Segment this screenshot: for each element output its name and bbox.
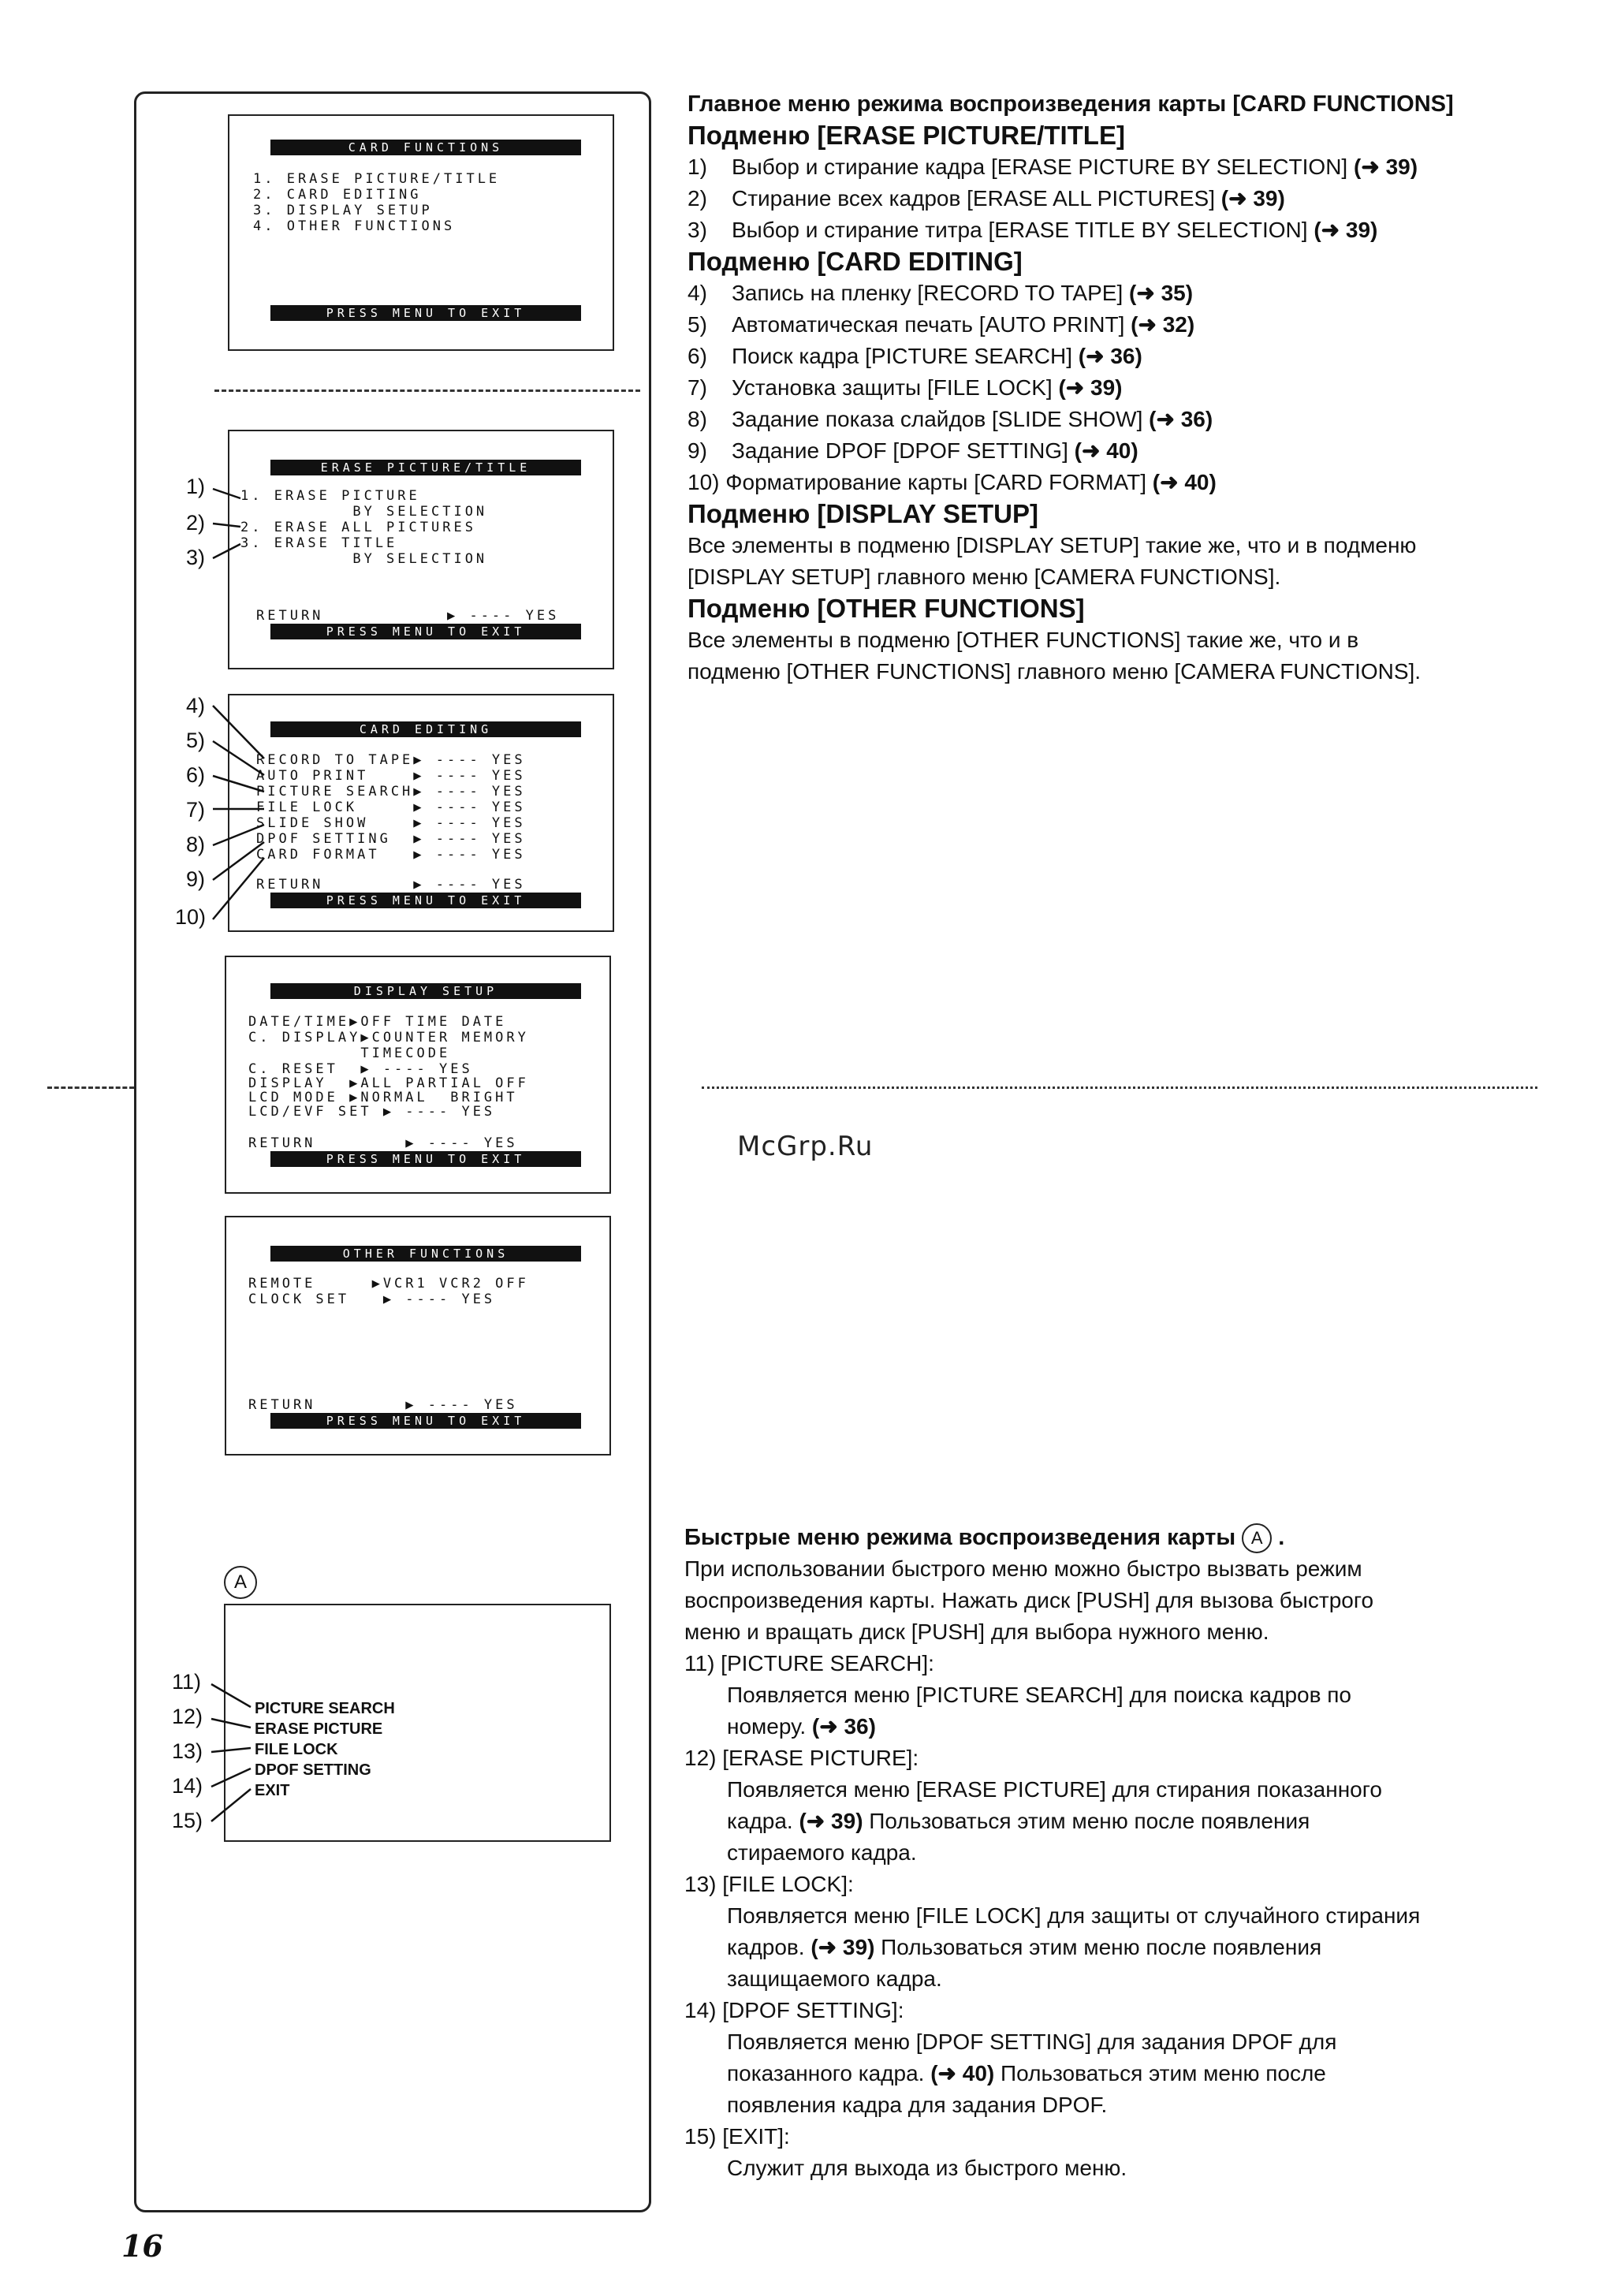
list-item: 7) Установка защиты [FILE LOCK] (➜ 39): [688, 375, 1123, 400]
menu-line: RECORD TO TAPE▶ ---- YES: [256, 752, 526, 768]
quick-menu-item: ERASE PICTURE: [255, 1720, 383, 1738]
callout-label: 1): [186, 475, 206, 498]
quick-item-line: Появляется меню [DPOF SETTING] для задания DPOF для: [727, 2030, 1337, 2055]
page-number: 16: [121, 2228, 163, 2264]
screen-footer: PRESS MENU TO EXIT: [270, 624, 581, 639]
menu-line: FILE LOCK ▶ ---- YES: [256, 800, 526, 815]
paragraph-line: меню и вращать диск [PUSH] для выбора нужного меню.: [684, 1620, 1269, 1645]
callout-label: 8): [186, 833, 206, 856]
menu-line: DISPLAY ▶ALL PARTIAL OFF: [248, 1075, 529, 1091]
list-item: 3) Выбор и стирание титра [ERASE TITLE BY SELECTION] (➜ 39): [688, 218, 1378, 242]
quick-item-title: 12) [ERASE PICTURE]:: [684, 1746, 919, 1771]
list-item: 9) Задание DPOF [DPOF SETTING] (➜ 40): [688, 438, 1138, 463]
quick-item-line: кадров. (➜ 39) Пользоваться этим меню после появления: [727, 1935, 1322, 1960]
paragraph-line: подменю [OTHER FUNCTIONS] главного меню [CAMERA FUNCTIONS].: [688, 659, 1422, 684]
return-line: RETURN ▶ ---- YES: [248, 1135, 518, 1151]
right-column: [688, 88, 1454, 688]
menu-line: AUTO PRINT ▶ ---- YES: [256, 768, 526, 784]
menu-line: 1. ERASE PICTURE/TITLE: [253, 171, 501, 187]
quick-menu-section: [684, 1522, 1420, 2184]
quick-item-line: защищаемого кадра.: [727, 1966, 942, 1992]
quick-menu-item: EXIT: [255, 1782, 290, 1799]
menu-line: 1. ERASE PICTURE: [240, 488, 420, 504]
main-heading: Главное меню режима воспроизведения карты [CARD FUNCTIONS]: [688, 91, 1454, 117]
paragraph-line: При использовании быстрого меню можно быстро вызвать режим: [684, 1556, 1362, 1582]
quick-item-title: 14) [DPOF SETTING]:: [684, 1998, 904, 2023]
watermark: McGrp.Ru: [737, 1131, 874, 1162]
submenu-heading: Подменю [DISPLAY SETUP]: [688, 499, 1039, 528]
menu-line: CARD FORMAT ▶ ---- YES: [256, 847, 526, 863]
callout-label: 10): [175, 905, 207, 929]
submenu-heading: Подменю [CARD EDITING]: [688, 247, 1023, 276]
callout-label: 12): [172, 1705, 203, 1728]
paragraph-line: воспроизведения карты. Нажать диск [PUSH] для вызова быстрого: [684, 1588, 1374, 1613]
paragraph-line: [DISPLAY SETUP] главного меню [CAMERA FUNCTIONS].: [688, 565, 1281, 589]
menu-line: 2. CARD EDITING: [253, 187, 422, 203]
screen-footer: PRESS MENU TO EXIT: [270, 1151, 581, 1167]
screen-footer: PRESS MENU TO EXIT: [270, 1413, 581, 1429]
menu-line: C. RESET ▶ ---- YES: [248, 1061, 473, 1077]
quick-item-title: 15) [EXIT]:: [684, 2124, 790, 2149]
list-item: 1) Выбор и стирание кадра [ERASE PICTURE BY SELECTION] (➜ 39): [688, 155, 1418, 179]
menu-line: DATE/TIME▶OFF TIME DATE: [248, 1014, 507, 1030]
marker-a-label: A: [233, 1571, 247, 1593]
callout-label: 7): [186, 798, 206, 822]
quick-item-line: Появляется меню [ERASE PICTURE] для стирания показанного: [727, 1777, 1382, 1802]
quick-heading: Быстрые меню режима воспроизведения карты A .: [684, 1522, 1420, 1553]
screen-footer: PRESS MENU TO EXIT: [270, 305, 581, 321]
menu-line: DPOF SETTING ▶ ---- YES: [256, 831, 526, 847]
callout-label: 4): [186, 694, 206, 718]
menu-line: 4. OTHER FUNCTIONS: [253, 218, 456, 234]
submenu-heading: Подменю [OTHER FUNCTIONS]: [688, 594, 1085, 623]
submenu-heading: Подменю [ERASE PICTURE/TITLE]: [688, 121, 1125, 150]
menu-line: 3. DISPLAY SETUP: [253, 203, 433, 218]
screen-title: DISPLAY SETUP: [270, 983, 581, 999]
quick-item-line: показанного кадра. (➜ 40) Пользоваться этим меню после: [727, 2061, 1326, 2086]
quick-item-line: Служит для выхода из быстрого меню.: [727, 2156, 1127, 2181]
quick-item-title: 11) [PICTURE SEARCH]:: [684, 1651, 934, 1676]
menu-line: REMOTE ▶VCR1 VCR2 OFF: [248, 1276, 529, 1292]
screen-title: CARD EDITING: [270, 721, 581, 737]
quick-menu-item: FILE LOCK: [255, 1741, 338, 1758]
list-item: 2) Стирание всех кадров [ERASE ALL PICTURES] (➜ 39): [688, 186, 1285, 211]
quick-item-line: Появляется меню [PICTURE SEARCH] для поиска кадров по: [727, 1683, 1351, 1708]
return-line: RETURN ▶ ---- YES: [256, 877, 526, 893]
screen-title: CARD FUNCTIONS: [270, 140, 581, 155]
quick-item-line: появления кадра для задания DPOF.: [727, 2093, 1108, 2118]
quick-item-title: 13) [FILE LOCK]:: [684, 1872, 854, 1897]
callout-label: 3): [186, 546, 206, 569]
marker-a-icon: A: [1242, 1523, 1272, 1553]
callout-label: 6): [186, 763, 206, 787]
paragraph-line: Все элементы в подменю [DISPLAY SETUP] такие же, что и в подменю: [688, 533, 1417, 557]
callout-label: 5): [186, 729, 206, 752]
callout-label: 14): [172, 1774, 203, 1798]
callout-label: 15): [172, 1809, 203, 1832]
return-line: RETURN ▶ ---- YES: [248, 1397, 518, 1413]
menu-line: BY SELECTION: [240, 504, 488, 520]
list-item: 5) Автоматическая печать [AUTO PRINT] (➜ 32): [688, 312, 1195, 337]
screen-footer: PRESS MENU TO EXIT: [270, 893, 581, 908]
menu-line: LCD/EVF SET ▶ ---- YES: [248, 1104, 496, 1120]
quick-item-line: Появляется меню [FILE LOCK] для защиты от случайного стирания: [727, 1903, 1421, 1929]
quick-item-line: кадра. (➜ 39) Пользоваться этим меню после появления: [727, 1809, 1310, 1834]
callout-label: 13): [172, 1739, 203, 1763]
callout-label: 2): [186, 511, 206, 535]
menu-line: 2. ERASE ALL PICTURES: [240, 520, 476, 535]
menu-line: CLOCK SET ▶ ---- YES: [248, 1292, 496, 1307]
menu-line: BY SELECTION: [240, 551, 488, 567]
quick-menu-item: PICTURE SEARCH: [255, 1700, 395, 1717]
return-line: RETURN ▶ ---- YES: [256, 608, 560, 624]
list-item: 10) Форматирование карты [CARD FORMAT] (➜ 40): [688, 470, 1217, 494]
list-item: 4) Запись на пленку [RECORD TO TAPE] (➜ 35): [688, 281, 1194, 305]
screen-title: ERASE PICTURE/TITLE: [270, 460, 581, 475]
menu-line: LCD MODE ▶NORMAL BRIGHT: [248, 1090, 518, 1105]
callout-label: 9): [186, 867, 206, 891]
menu-line: SLIDE SHOW ▶ ---- YES: [256, 815, 526, 831]
menu-line: TIMECODE: [248, 1046, 451, 1061]
quick-menu-item: DPOF SETTING: [255, 1761, 371, 1779]
menu-line: 3. ERASE TITLE: [240, 535, 398, 551]
list-item: 8) Задание показа слайдов [SLIDE SHOW] (➜ 36): [688, 407, 1213, 431]
quick-item-line: стираемого кадра.: [727, 1840, 917, 1866]
list-item: 6) Поиск кадра [PICTURE SEARCH] (➜ 36): [688, 344, 1142, 368]
paragraph-line: Все элементы в подменю [OTHER FUNCTIONS] такие же, что и в: [688, 628, 1359, 652]
callout-label: 11): [172, 1670, 202, 1694]
menu-line: C. DISPLAY▶COUNTER MEMORY: [248, 1030, 529, 1046]
screen-title: OTHER FUNCTIONS: [270, 1246, 581, 1262]
quick-item-line: номеру. (➜ 36): [727, 1714, 876, 1739]
menu-line: PICTURE SEARCH▶ ---- YES: [256, 784, 526, 800]
